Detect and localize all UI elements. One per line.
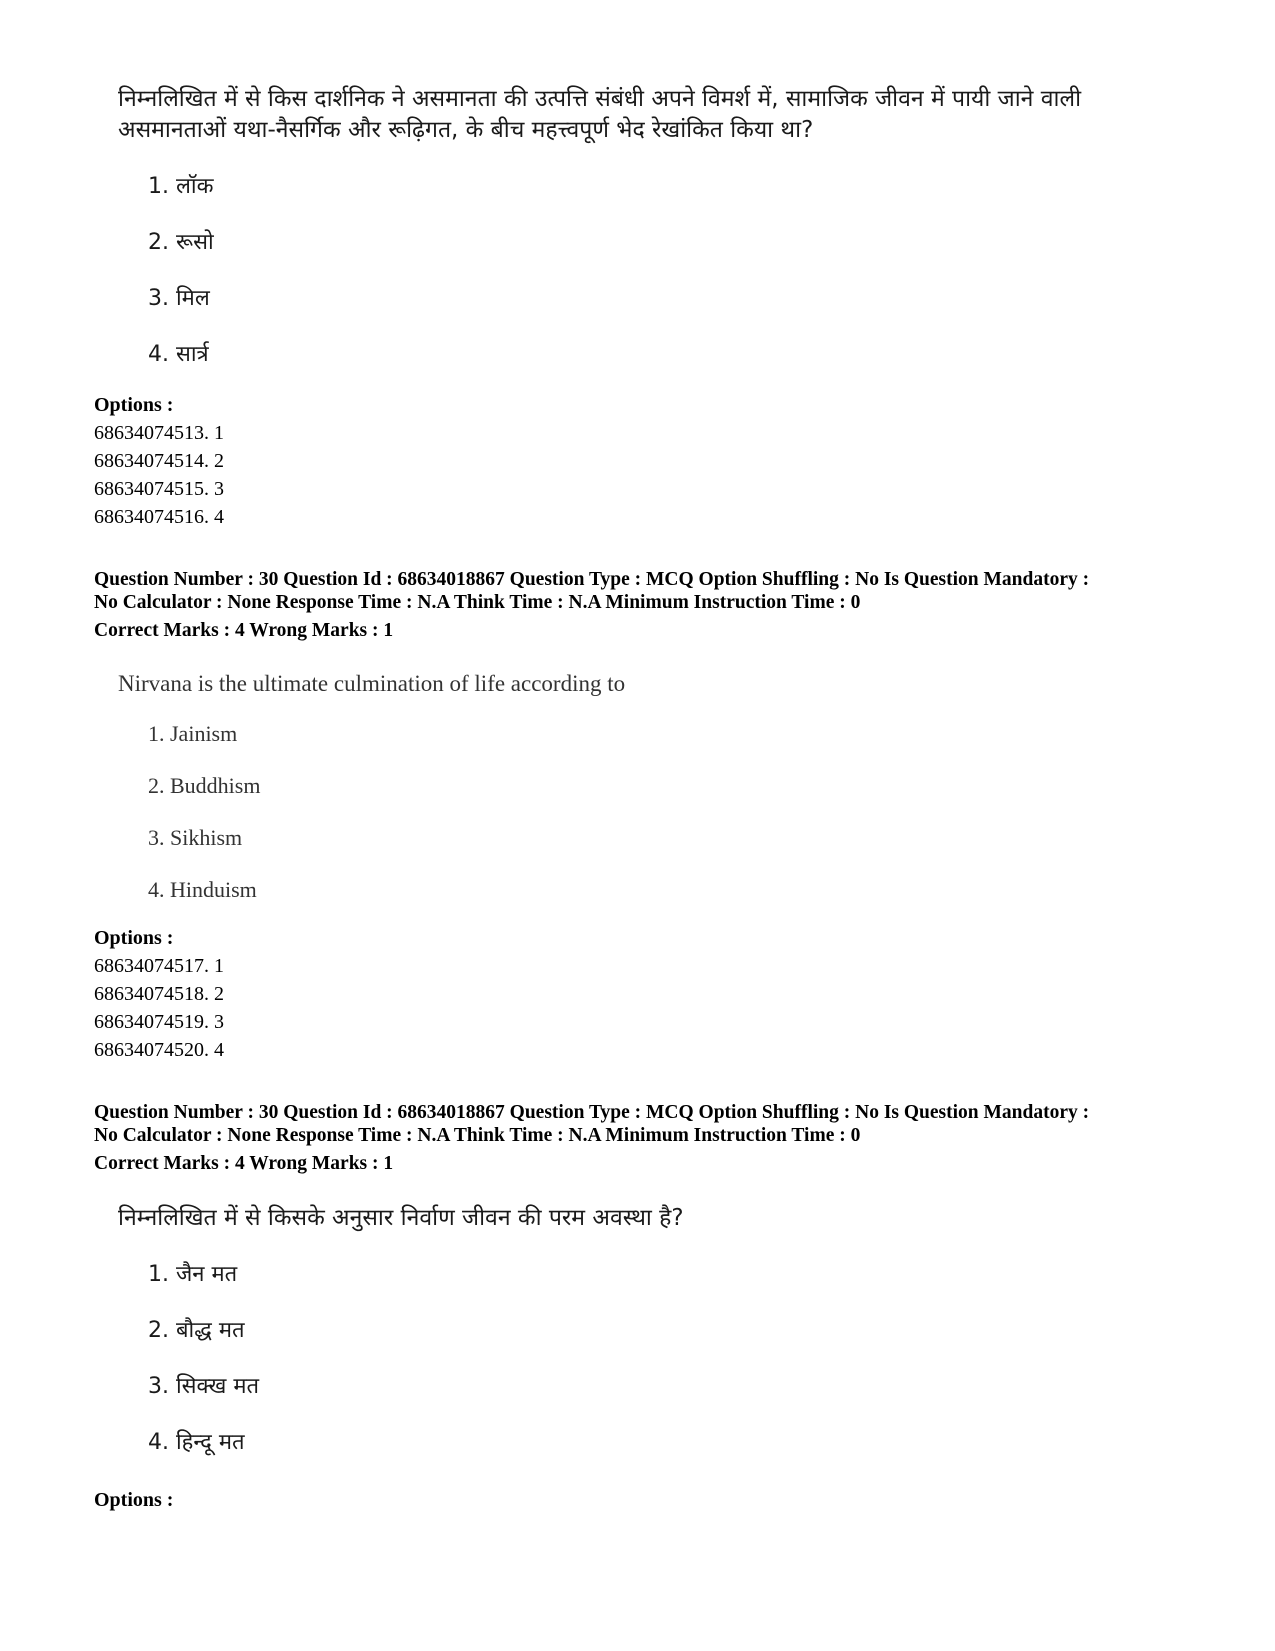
marks-line: Correct Marks : 4 Wrong Marks : 1 (94, 620, 394, 641)
marks-line: Correct Marks : 4 Wrong Marks : 1 (94, 1153, 394, 1174)
choice-3: 3. Sikhism (148, 825, 243, 850)
choice-2: 2. रूसो (148, 230, 214, 255)
option-id: 68634074519. 3 (94, 1011, 224, 1033)
choice-4: 4. सार्त्र (148, 342, 209, 367)
option-id: 68634074517. 1 (94, 955, 224, 977)
options-heading: Options : (94, 927, 174, 949)
choice-4: 4. हिन्दू मत (148, 1430, 245, 1455)
choice-3: 3. सिक्ख मत (148, 1374, 260, 1399)
option-id: 68634074514. 2 (94, 450, 224, 472)
question-meta-line: Question Number : 30 Question Id : 68634018867 Question Type : MCQ Option Shuffling : No Is Question Mandatory : (94, 1102, 1090, 1123)
options-heading: Options : (94, 1489, 174, 1511)
choice-2: 2. Buddhism (148, 773, 261, 798)
choice-4: 4. Hinduism (148, 877, 257, 902)
choice-1: 1. लॉक (148, 174, 214, 199)
option-id: 68634074520. 4 (94, 1039, 224, 1061)
choice-1: 1. Jainism (148, 721, 238, 746)
options-heading: Options : (94, 394, 174, 416)
option-id: 68634074513. 1 (94, 422, 224, 444)
choice-3: 3. मिल (148, 286, 210, 311)
choice-2: 2. बौद्ध मत (148, 1318, 245, 1343)
question-text-hindi-nirvana: निम्नलिखित में से किसके अनुसार निर्वाण जीवन की परम अवस्था है? (118, 1205, 684, 1231)
option-id: 68634074518. 2 (94, 983, 224, 1005)
question-meta-line: No Calculator : None Response Time : N.A Think Time : N.A Minimum Instruction Time : 0 (94, 1125, 861, 1146)
question-text-nirvana: Nirvana is the ultimate culmination of life according to (118, 671, 626, 696)
option-id: 68634074515. 3 (94, 478, 224, 500)
question-meta-line: No Calculator : None Response Time : N.A Think Time : N.A Minimum Instruction Time : 0 (94, 592, 861, 613)
question-meta-line: Question Number : 30 Question Id : 68634018867 Question Type : MCQ Option Shuffling : No Is Question Mandatory : (94, 569, 1090, 590)
question-text-hindi-philosopher: निम्नलिखित में से किस दार्शनिक ने असमानता की उत्पत्ति संबंधी अपने विमर्श में, सामाजिक जीवन में पायी जाने वाली असमानताओं यथा-नैसर्गिक और रूढ़िगत, के बीच महत्त्वपूर्ण भेद रेखांकित किया था? (118, 86, 1082, 143)
choice-1: 1. जैन मत (148, 1262, 238, 1287)
option-id: 68634074516. 4 (94, 506, 224, 528)
